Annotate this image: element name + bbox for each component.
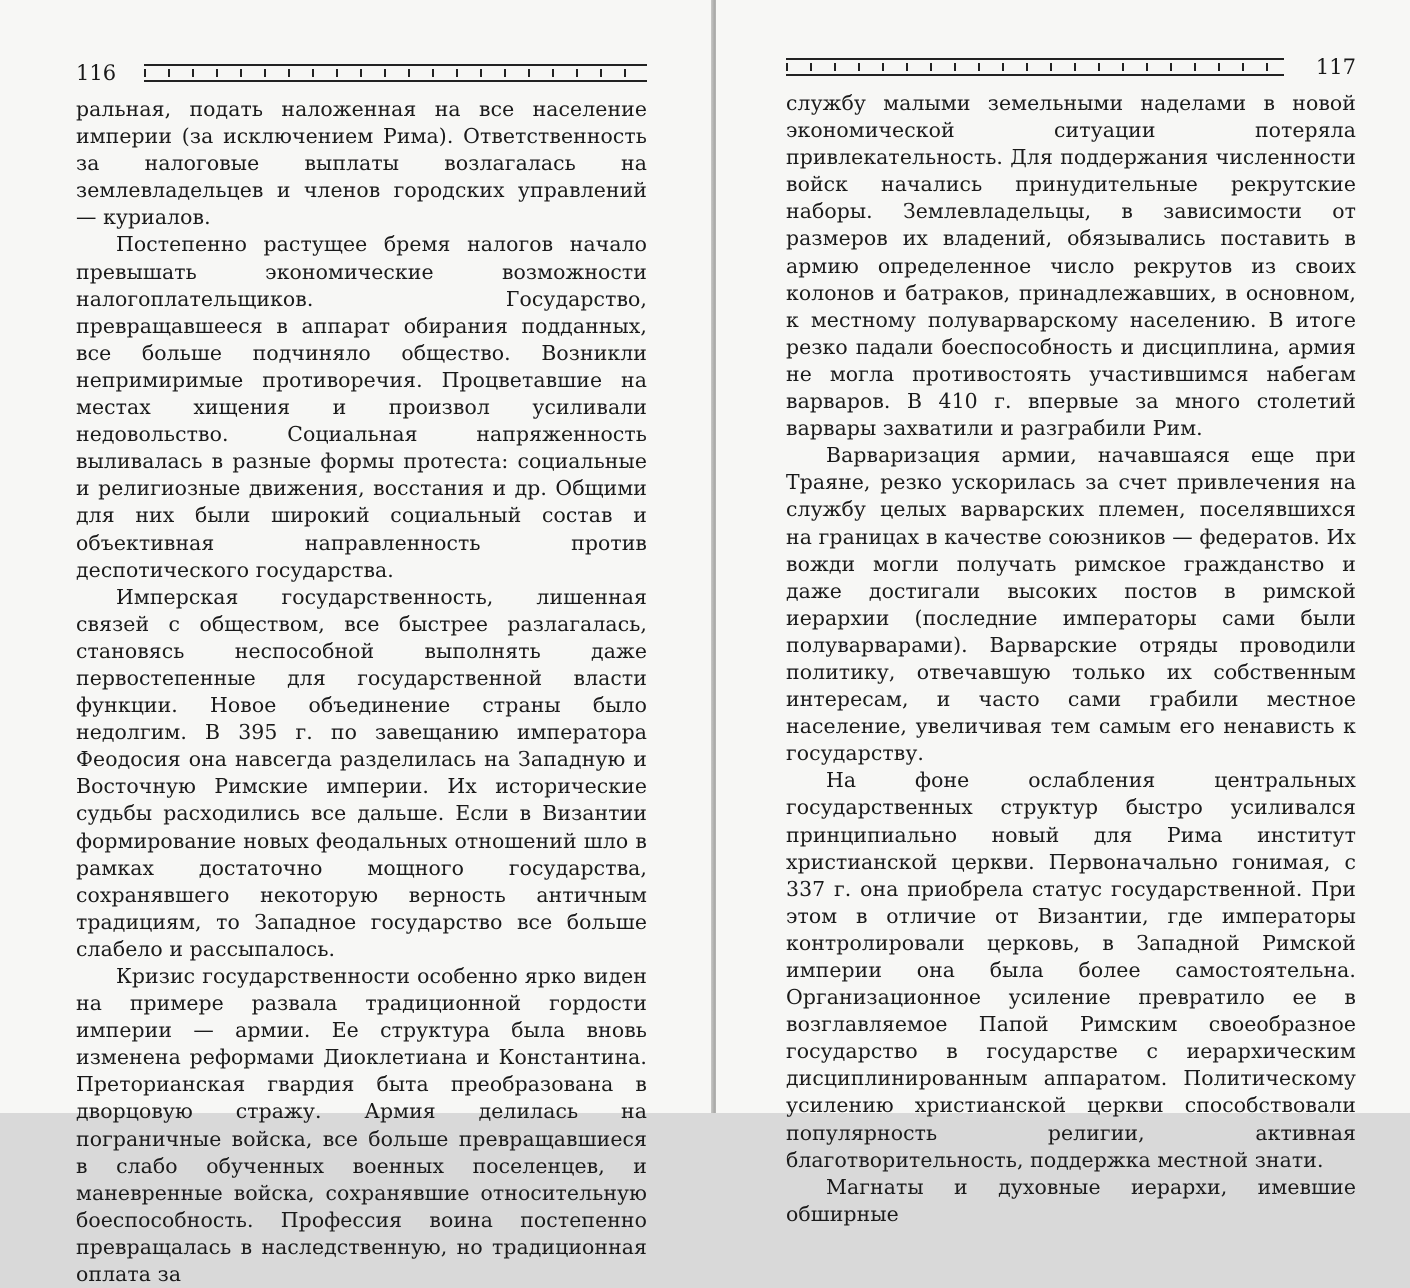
- page-number-right: 117: [1315, 55, 1356, 79]
- meander-ornament: [144, 64, 647, 82]
- left-page-text: [76, 96, 647, 1288]
- page-number-left: 116: [76, 61, 117, 85]
- paragraph: службу малыми земельными наделами в новой экономической ситуации потеряла привлекательность. Для поддержания численности войск начались принудительные рекрутские наборы. Землевладельцы, в зависимости от размеров их владений, обязывались поставить в армию определенное число рекрутов из своих колонов и батраков, принадлежавших, в основном, к местному полуварварскому населению. В итоге резко падали боеспособность и дисциплина, армия не могла противостоять участившимся набегам варваров. В 410 г. впервые за много столетий варвары захватили и разграбили Рим.: [786, 91, 1356, 441]
- right-page-text: [786, 90, 1356, 1228]
- right-page: [716, 0, 1410, 1226]
- paragraph: Постепенно растущее бремя налогов начало превышать экономические возможности налогоплательщиков. Государство, превращавшееся в аппарат обирания подданных, все больше подчиняло общество. Возникли непримиримые противоречия. Процветавшие на местах хищения и произвол усиливали недовольство. Социальная напряженность выливалась в разные формы протеста: социальные и религиозные движения, восстания и др. Общими для них были широкий социальный состав и объективная направленность против деспотического государства.: [76, 232, 647, 582]
- paragraph: Магнаты и духовные иерархи, имевшие обширные: [786, 1174, 1356, 1226]
- meander-ornament: [786, 58, 1284, 76]
- left-page-header: [76, 58, 647, 88]
- right-page-header: [786, 52, 1356, 82]
- paragraph: На фоне ослабления центральных государственных структур быстро усиливался принципиально новый для Рима институт христианской церкви. Первоначально гонимая, с 337 г. она приобрела статус государственной. При этом в отличие от Византии, где императоры контролировали церковь, в Западной Римской империи она была более самостоятельна. Организационное усиление превратило ее в возглавляемое Папой Римским своеобразное государство в государстве с иерархическим дисциплинированным аппаратом. Политическому усилению христианской церкви способствовали популярность религии, активная благотворительность, поддержка местной знати.: [786, 768, 1356, 1172]
- paragraph: Имперская государственность, лишенная связей с обществом, все быстрее разлагалась, становясь неспособной выполнять даже первостепенные для государственной власти функции. Новое объединение страны было недолгим. В 395 г. по завещанию императора Феодосия она навсегда разделилась на Западную и Восточную Римские империи. Их исторические судьбы расходились все дальше. Если в Византии формирование новых феодальных отношений шло в рамках достаточно мощного государства, сохранявшего некоторую верность античным традициям, то Западное государство все больше слабело и рассыпалось.: [76, 584, 647, 961]
- paragraph: ральная, подать наложенная на все население империи (за исключением Рима). Ответственность за налоговые выплаты возлагалась на землевладельцев и членов городских управлений — куриалов.: [76, 97, 647, 230]
- paragraph: Варваризация армии, начавшаяся еще при Траяне, резко ускорилась за счет привлечения на службу целых варварских племен, поселявшихся на границах в качестве союзников — федератов. Их вожди могли получать римское гражданство и даже достигали высоких постов в римской иерархии (последние императоры сами были полуварварами). Варварские отряды проводили политику, отвечавшую только их собственным интересам, и часто сами грабили местное население, увеличивая тем самым его ненависть к государству.: [786, 443, 1356, 766]
- paragraph: Кризис государственности особенно ярко виден на примере развала традиционной гордости империи — армии. Ее структура была вновь изменена реформами Диоклетиана и Константина. Преторианская гвардия быта преобразована в дворцовую стражу. Армия делилась на пограничные войска, все больше превращавшиеся в слабо обученных военных поселенцев, и маневренные войска, сохранявшие относительную боеспособность. Профессия воина постепенно превращалась в наследственную, но традиционная оплата за: [76, 964, 647, 1287]
